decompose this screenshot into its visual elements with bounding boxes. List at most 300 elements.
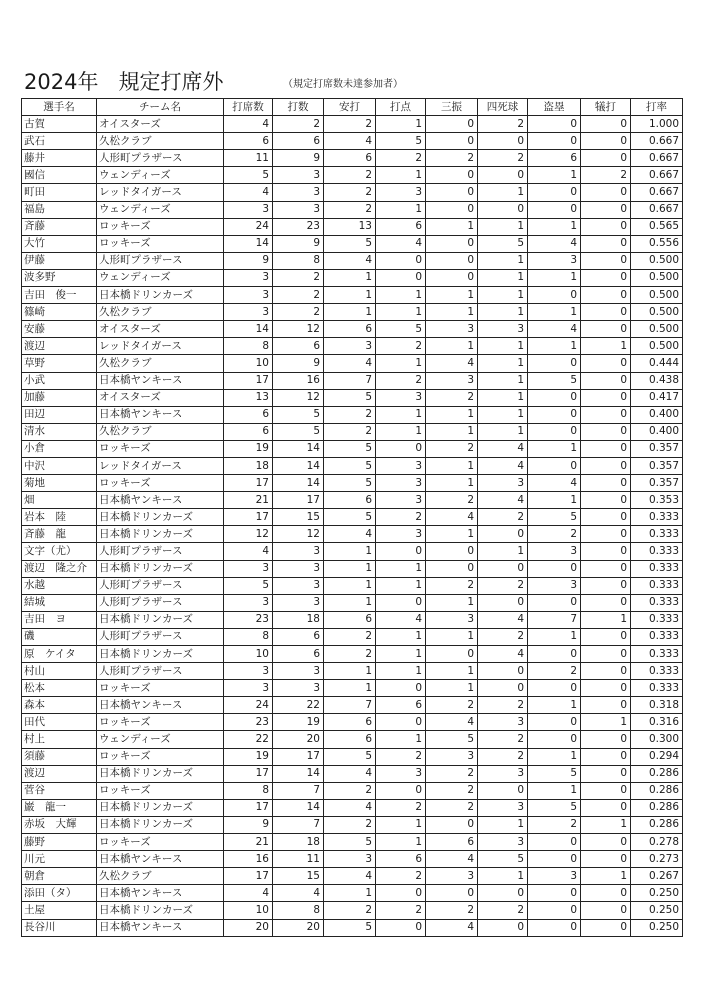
cell-batting-average: 0.333 <box>631 646 683 663</box>
cell-hits: 5 <box>324 919 376 936</box>
cell-rbi: 3 <box>376 389 426 406</box>
cell-batting-average: 0.500 <box>631 269 683 286</box>
cell-team-name: 日本橋ドリンカーズ <box>97 509 224 526</box>
cell-stolen-bases: 0 <box>528 919 581 936</box>
cell-strikeouts: 4 <box>426 714 478 731</box>
cell-hits: 3 <box>324 851 376 868</box>
cell-strikeouts: 0 <box>426 252 478 269</box>
cell-at-bats: 6 <box>273 133 324 150</box>
cell-player-name: 武石 <box>22 133 97 150</box>
cell-plate-appearances: 3 <box>224 680 273 697</box>
cell-at-bats: 9 <box>273 235 324 252</box>
cell-sacrifices: 0 <box>581 440 631 457</box>
cell-at-bats: 6 <box>273 338 324 355</box>
cell-hits: 1 <box>324 577 376 594</box>
cell-hits: 5 <box>324 748 376 765</box>
cell-sacrifices: 0 <box>581 919 631 936</box>
cell-hits: 4 <box>324 355 376 372</box>
cell-sacrifices: 0 <box>581 252 631 269</box>
cell-at-bats: 12 <box>273 526 324 543</box>
cell-stolen-bases: 5 <box>528 372 581 389</box>
cell-rbi: 6 <box>376 851 426 868</box>
cell-walks-hbp: 1 <box>478 338 528 355</box>
cell-player-name: 小武 <box>22 372 97 389</box>
cell-rbi: 1 <box>376 560 426 577</box>
cell-walks-hbp: 1 <box>478 543 528 560</box>
cell-strikeouts: 1 <box>426 338 478 355</box>
cell-batting-average: 0.565 <box>631 218 683 235</box>
cell-batting-average: 0.267 <box>631 868 683 885</box>
cell-hits: 1 <box>324 543 376 560</box>
cell-player-name: 土屋 <box>22 902 97 919</box>
table-row <box>22 509 683 526</box>
cell-hits: 6 <box>324 731 376 748</box>
cell-player-name: 吉田 俊一 <box>22 287 97 304</box>
cell-player-name: 清水 <box>22 423 97 440</box>
cell-rbi: 0 <box>376 252 426 269</box>
cell-batting-average: 0.400 <box>631 423 683 440</box>
table-row <box>22 492 683 509</box>
cell-player-name: 波多野 <box>22 269 97 286</box>
cell-strikeouts: 0 <box>426 167 478 184</box>
cell-stolen-bases: 3 <box>528 543 581 560</box>
cell-sacrifices: 0 <box>581 475 631 492</box>
cell-at-bats: 2 <box>273 304 324 321</box>
cell-batting-average: 0.357 <box>631 475 683 492</box>
cell-walks-hbp: 0 <box>478 201 528 218</box>
cell-plate-appearances: 3 <box>224 594 273 611</box>
cell-stolen-bases: 1 <box>528 269 581 286</box>
cell-strikeouts: 2 <box>426 697 478 714</box>
cell-stolen-bases: 0 <box>528 116 581 133</box>
cell-plate-appearances: 3 <box>224 201 273 218</box>
table-row <box>22 765 683 782</box>
cell-hits: 2 <box>324 184 376 201</box>
cell-team-name: 人形町プラザース <box>97 594 224 611</box>
cell-player-name: 福島 <box>22 201 97 218</box>
cell-player-name: 菊地 <box>22 475 97 492</box>
cell-stolen-bases: 3 <box>528 252 581 269</box>
column-header-plate-appearances: 打席数 <box>224 99 273 116</box>
cell-hits: 13 <box>324 218 376 235</box>
cell-stolen-bases: 0 <box>528 902 581 919</box>
cell-batting-average: 0.286 <box>631 799 683 816</box>
cell-batting-average: 1.000 <box>631 116 683 133</box>
cell-rbi: 1 <box>376 304 426 321</box>
cell-plate-appearances: 17 <box>224 868 273 885</box>
cell-walks-hbp: 0 <box>478 663 528 680</box>
cell-team-name: ロッキーズ <box>97 475 224 492</box>
cell-walks-hbp: 0 <box>478 560 528 577</box>
cell-strikeouts: 1 <box>426 594 478 611</box>
cell-batting-average: 0.250 <box>631 885 683 902</box>
cell-team-name: 日本橋ドリンカーズ <box>97 765 224 782</box>
cell-player-name: 畑 <box>22 492 97 509</box>
cell-sacrifices: 0 <box>581 116 631 133</box>
table-row <box>22 697 683 714</box>
cell-rbi: 0 <box>376 885 426 902</box>
cell-batting-average: 0.500 <box>631 321 683 338</box>
cell-rbi: 5 <box>376 133 426 150</box>
cell-sacrifices: 1 <box>581 338 631 355</box>
cell-sacrifices: 0 <box>581 799 631 816</box>
cell-team-name: レッドタイガース <box>97 184 224 201</box>
table-row <box>22 594 683 611</box>
cell-hits: 4 <box>324 252 376 269</box>
table-row <box>22 406 683 423</box>
cell-sacrifices: 0 <box>581 765 631 782</box>
cell-sacrifices: 0 <box>581 355 631 372</box>
cell-strikeouts: 0 <box>426 269 478 286</box>
cell-sacrifices: 0 <box>581 457 631 474</box>
title-note: （規定打席数未達参加者） <box>283 79 403 90</box>
cell-rbi: 1 <box>376 355 426 372</box>
cell-walks-hbp: 0 <box>478 594 528 611</box>
cell-batting-average: 0.333 <box>631 509 683 526</box>
cell-player-name: 赤坂 大輝 <box>22 816 97 833</box>
cell-hits: 2 <box>324 902 376 919</box>
cell-sacrifices: 0 <box>581 697 631 714</box>
cell-strikeouts: 1 <box>426 526 478 543</box>
table-row <box>22 321 683 338</box>
cell-batting-average: 0.556 <box>631 235 683 252</box>
cell-team-name: ロッキーズ <box>97 782 224 799</box>
cell-at-bats: 3 <box>273 167 324 184</box>
cell-team-name: 日本橋ヤンキース <box>97 885 224 902</box>
cell-sacrifices: 0 <box>581 269 631 286</box>
table-row <box>22 834 683 851</box>
cell-hits: 1 <box>324 304 376 321</box>
cell-player-name: 森本 <box>22 697 97 714</box>
cell-sacrifices: 0 <box>581 184 631 201</box>
cell-rbi: 1 <box>376 577 426 594</box>
cell-plate-appearances: 10 <box>224 355 273 372</box>
cell-hits: 1 <box>324 680 376 697</box>
cell-rbi: 2 <box>376 902 426 919</box>
cell-batting-average: 0.500 <box>631 338 683 355</box>
cell-player-name: 伊藤 <box>22 252 97 269</box>
cell-batting-average: 0.300 <box>631 731 683 748</box>
cell-sacrifices: 0 <box>581 304 631 321</box>
cell-at-bats: 14 <box>273 475 324 492</box>
cell-at-bats: 17 <box>273 748 324 765</box>
cell-strikeouts: 0 <box>426 184 478 201</box>
cell-strikeouts: 2 <box>426 577 478 594</box>
cell-batting-average: 0.438 <box>631 372 683 389</box>
cell-rbi: 2 <box>376 372 426 389</box>
cell-walks-hbp: 4 <box>478 646 528 663</box>
cell-player-name: 藤井 <box>22 150 97 167</box>
cell-strikeouts: 1 <box>426 406 478 423</box>
cell-plate-appearances: 17 <box>224 765 273 782</box>
cell-plate-appearances: 8 <box>224 338 273 355</box>
cell-plate-appearances: 18 <box>224 457 273 474</box>
cell-stolen-bases: 1 <box>528 697 581 714</box>
cell-batting-average: 0.278 <box>631 834 683 851</box>
cell-plate-appearances: 6 <box>224 133 273 150</box>
cell-team-name: 日本橋ドリンカーズ <box>97 646 224 663</box>
cell-player-name: 村山 <box>22 663 97 680</box>
cell-stolen-bases: 0 <box>528 560 581 577</box>
cell-at-bats: 14 <box>273 457 324 474</box>
cell-hits: 5 <box>324 440 376 457</box>
cell-walks-hbp: 2 <box>478 697 528 714</box>
cell-strikeouts: 1 <box>426 304 478 321</box>
cell-at-bats: 6 <box>273 646 324 663</box>
cell-stolen-bases: 2 <box>528 816 581 833</box>
cell-strikeouts: 3 <box>426 372 478 389</box>
cell-strikeouts: 1 <box>426 287 478 304</box>
cell-at-bats: 14 <box>273 799 324 816</box>
cell-strikeouts: 2 <box>426 782 478 799</box>
cell-strikeouts: 1 <box>426 423 478 440</box>
cell-sacrifices: 0 <box>581 594 631 611</box>
cell-hits: 2 <box>324 167 376 184</box>
cell-walks-hbp: 4 <box>478 440 528 457</box>
cell-rbi: 0 <box>376 594 426 611</box>
column-header-at-bats: 打数 <box>273 99 324 116</box>
cell-plate-appearances: 21 <box>224 492 273 509</box>
table-row <box>22 543 683 560</box>
cell-stolen-bases: 0 <box>528 389 581 406</box>
cell-player-name: 松本 <box>22 680 97 697</box>
cell-sacrifices: 0 <box>581 423 631 440</box>
cell-player-name: 町田 <box>22 184 97 201</box>
cell-at-bats: 3 <box>273 577 324 594</box>
cell-plate-appearances: 20 <box>224 919 273 936</box>
cell-team-name: 日本橋ドリンカーズ <box>97 799 224 816</box>
cell-team-name: ウェンディーズ <box>97 201 224 218</box>
cell-hits: 5 <box>324 834 376 851</box>
cell-rbi: 3 <box>376 184 426 201</box>
cell-plate-appearances: 19 <box>224 748 273 765</box>
cell-at-bats: 16 <box>273 372 324 389</box>
cell-hits: 1 <box>324 287 376 304</box>
cell-strikeouts: 0 <box>426 816 478 833</box>
cell-at-bats: 15 <box>273 509 324 526</box>
column-header-walks-hbp: 四死球 <box>478 99 528 116</box>
cell-walks-hbp: 4 <box>478 457 528 474</box>
cell-rbi: 0 <box>376 680 426 697</box>
page-title <box>24 66 223 96</box>
cell-walks-hbp: 2 <box>478 116 528 133</box>
table-row <box>22 355 683 372</box>
cell-stolen-bases: 1 <box>528 440 581 457</box>
cell-plate-appearances: 23 <box>224 714 273 731</box>
cell-hits: 2 <box>324 116 376 133</box>
cell-at-bats: 4 <box>273 885 324 902</box>
cell-walks-hbp: 0 <box>478 782 528 799</box>
cell-player-name: 渡辺 <box>22 765 97 782</box>
cell-walks-hbp: 2 <box>478 748 528 765</box>
table-row <box>22 440 683 457</box>
cell-batting-average: 0.316 <box>631 714 683 731</box>
cell-hits: 3 <box>324 338 376 355</box>
cell-plate-appearances: 24 <box>224 218 273 235</box>
cell-player-name: 藤野 <box>22 834 97 851</box>
cell-team-name: 人形町プラザース <box>97 543 224 560</box>
cell-rbi: 0 <box>376 714 426 731</box>
cell-plate-appearances: 11 <box>224 150 273 167</box>
cell-strikeouts: 4 <box>426 509 478 526</box>
table-row <box>22 714 683 731</box>
cell-player-name: 菅谷 <box>22 782 97 799</box>
cell-sacrifices: 0 <box>581 680 631 697</box>
cell-rbi: 1 <box>376 201 426 218</box>
cell-batting-average: 0.500 <box>631 252 683 269</box>
cell-batting-average: 0.333 <box>631 663 683 680</box>
cell-hits: 5 <box>324 475 376 492</box>
cell-rbi: 1 <box>376 287 426 304</box>
cell-walks-hbp: 1 <box>478 816 528 833</box>
cell-sacrifices: 0 <box>581 321 631 338</box>
cell-at-bats: 5 <box>273 423 324 440</box>
cell-team-name: 日本橋ヤンキース <box>97 697 224 714</box>
cell-walks-hbp: 5 <box>478 235 528 252</box>
cell-hits: 6 <box>324 321 376 338</box>
cell-stolen-bases: 0 <box>528 731 581 748</box>
cell-rbi: 3 <box>376 457 426 474</box>
column-header-stolen-bases: 盗塁 <box>528 99 581 116</box>
cell-rbi: 1 <box>376 423 426 440</box>
cell-at-bats: 22 <box>273 697 324 714</box>
table-row <box>22 851 683 868</box>
cell-batting-average: 0.333 <box>631 594 683 611</box>
cell-stolen-bases: 0 <box>528 457 581 474</box>
cell-at-bats: 3 <box>273 560 324 577</box>
cell-at-bats: 3 <box>273 184 324 201</box>
cell-stolen-bases: 3 <box>528 868 581 885</box>
cell-at-bats: 2 <box>273 287 324 304</box>
table-row <box>22 731 683 748</box>
cell-player-name: 原 ケイタ <box>22 646 97 663</box>
cell-stolen-bases: 0 <box>528 184 581 201</box>
cell-hits: 6 <box>324 150 376 167</box>
cell-sacrifices: 0 <box>581 782 631 799</box>
cell-batting-average: 0.444 <box>631 355 683 372</box>
column-header-team-name: チーム名 <box>97 99 224 116</box>
cell-at-bats: 19 <box>273 714 324 731</box>
table-row <box>22 116 683 133</box>
cell-team-name: 久松クラブ <box>97 304 224 321</box>
cell-player-name: 村上 <box>22 731 97 748</box>
cell-sacrifices: 1 <box>581 714 631 731</box>
cell-plate-appearances: 3 <box>224 304 273 321</box>
cell-strikeouts: 2 <box>426 150 478 167</box>
cell-at-bats: 18 <box>273 834 324 851</box>
cell-stolen-bases: 5 <box>528 509 581 526</box>
cell-rbi: 1 <box>376 167 426 184</box>
cell-plate-appearances: 22 <box>224 731 273 748</box>
cell-plate-appearances: 6 <box>224 406 273 423</box>
cell-batting-average: 0.333 <box>631 680 683 697</box>
cell-stolen-bases: 1 <box>528 304 581 321</box>
cell-stolen-bases: 2 <box>528 663 581 680</box>
cell-rbi: 2 <box>376 868 426 885</box>
table-row <box>22 184 683 201</box>
cell-stolen-bases: 7 <box>528 611 581 628</box>
cell-rbi: 2 <box>376 150 426 167</box>
column-header-batting-average: 打率 <box>631 99 683 116</box>
cell-plate-appearances: 8 <box>224 628 273 645</box>
cell-plate-appearances: 14 <box>224 321 273 338</box>
cell-rbi: 0 <box>376 440 426 457</box>
cell-walks-hbp: 2 <box>478 902 528 919</box>
column-header-hits: 安打 <box>324 99 376 116</box>
cell-at-bats: 12 <box>273 321 324 338</box>
cell-plate-appearances: 4 <box>224 543 273 560</box>
cell-at-bats: 20 <box>273 919 324 936</box>
table-row <box>22 475 683 492</box>
cell-player-name: 朝倉 <box>22 868 97 885</box>
table-row <box>22 868 683 885</box>
cell-walks-hbp: 3 <box>478 321 528 338</box>
table-row <box>22 304 683 321</box>
cell-stolen-bases: 0 <box>528 287 581 304</box>
cell-team-name: ロッキーズ <box>97 714 224 731</box>
title-year: 2024年 <box>24 70 99 94</box>
cell-hits: 2 <box>324 646 376 663</box>
cell-plate-appearances: 10 <box>224 902 273 919</box>
cell-plate-appearances: 4 <box>224 116 273 133</box>
cell-player-name: 結城 <box>22 594 97 611</box>
cell-player-name: 岩本 陸 <box>22 509 97 526</box>
cell-strikeouts: 0 <box>426 646 478 663</box>
cell-sacrifices: 0 <box>581 834 631 851</box>
cell-team-name: 久松クラブ <box>97 423 224 440</box>
cell-team-name: ロッキーズ <box>97 680 224 697</box>
cell-sacrifices: 0 <box>581 150 631 167</box>
title-main: 規定打席外 <box>118 70 224 94</box>
table-row <box>22 885 683 902</box>
cell-batting-average: 0.318 <box>631 697 683 714</box>
cell-player-name: 篠崎 <box>22 304 97 321</box>
cell-hits: 2 <box>324 816 376 833</box>
cell-at-bats: 3 <box>273 594 324 611</box>
cell-hits: 5 <box>324 389 376 406</box>
cell-at-bats: 9 <box>273 150 324 167</box>
cell-team-name: 久松クラブ <box>97 133 224 150</box>
cell-stolen-bases: 2 <box>528 526 581 543</box>
cell-team-name: 日本橋ヤンキース <box>97 372 224 389</box>
cell-stolen-bases: 1 <box>528 492 581 509</box>
cell-batting-average: 0.500 <box>631 304 683 321</box>
cell-walks-hbp: 0 <box>478 919 528 936</box>
cell-sacrifices: 0 <box>581 748 631 765</box>
cell-walks-hbp: 2 <box>478 628 528 645</box>
cell-stolen-bases: 0 <box>528 851 581 868</box>
cell-strikeouts: 1 <box>426 628 478 645</box>
cell-stolen-bases: 0 <box>528 133 581 150</box>
cell-sacrifices: 0 <box>581 218 631 235</box>
cell-team-name: ロッキーズ <box>97 218 224 235</box>
cell-strikeouts: 1 <box>426 663 478 680</box>
cell-stolen-bases: 1 <box>528 748 581 765</box>
cell-stolen-bases: 1 <box>528 218 581 235</box>
cell-plate-appearances: 23 <box>224 611 273 628</box>
cell-plate-appearances: 9 <box>224 816 273 833</box>
cell-walks-hbp: 1 <box>478 355 528 372</box>
cell-stolen-bases: 0 <box>528 646 581 663</box>
cell-at-bats: 3 <box>273 543 324 560</box>
cell-sacrifices: 0 <box>581 851 631 868</box>
cell-strikeouts: 3 <box>426 611 478 628</box>
cell-player-name: 川元 <box>22 851 97 868</box>
column-header-sacrifices: 犠打 <box>581 99 631 116</box>
cell-batting-average: 0.250 <box>631 902 683 919</box>
cell-at-bats: 14 <box>273 765 324 782</box>
cell-plate-appearances: 3 <box>224 269 273 286</box>
